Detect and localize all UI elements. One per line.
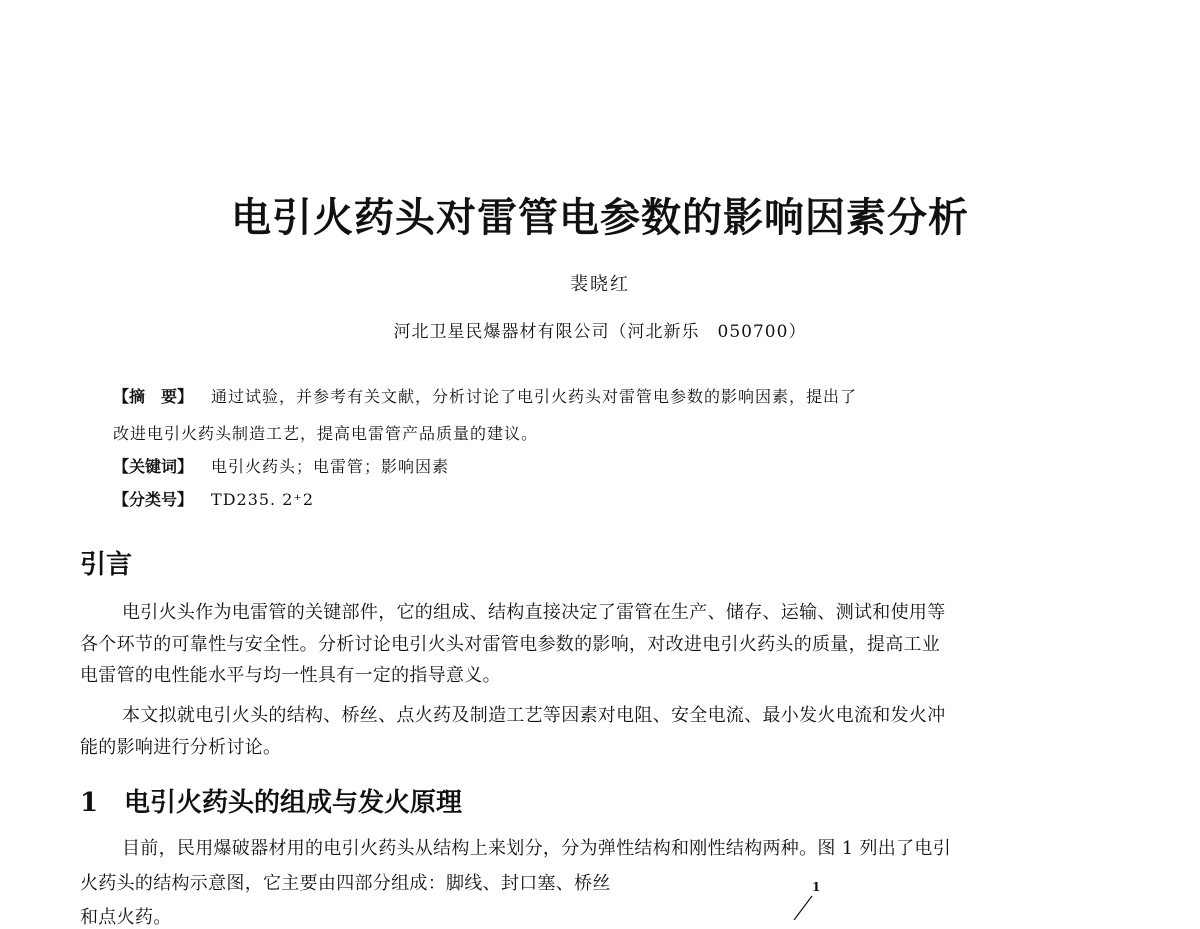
section-1-heading [80, 782, 462, 819]
intro-paragraph-1-line-1: 电引火头作为电雷管的关键部件，它的组成、结构直接决定了雷管在生产、储存、运输、测试和使用等 [122, 602, 946, 623]
intro-paragraph-1-line-3: 电雷管的电性能水平与均一性具有一定的指导意义。 [80, 665, 501, 686]
classification-text: TD235. 2⁺2 [211, 490, 315, 509]
intro-heading: 引言 [80, 550, 133, 580]
abstract-line-2 [113, 421, 538, 444]
section-1-title: 电引火药头的组成与发火原理 [124, 788, 463, 818]
keywords-label: 【关键词】 [113, 457, 194, 476]
section-1-number: 1 [80, 788, 99, 818]
leader-line [794, 896, 812, 920]
figure-callout-number: 1 [812, 880, 821, 894]
classification-label: 【分类号】 [113, 490, 194, 509]
abstract-text: 通过试验，并参考有关文献，分析讨论了电引火药头对雷管电参数的影响因素，提出了 [211, 387, 858, 406]
keywords-line [113, 454, 449, 477]
intro-paragraph-2-line-2: 能的影响进行分析讨论。 [80, 737, 282, 758]
classification-line [113, 487, 314, 510]
abstract-text-continued: 改进电引火药头制造工艺，提高电雷管产品质量的建议。 [113, 424, 539, 443]
abstract-line-1 [113, 384, 857, 407]
intro-paragraph-1-line-2: 各个环节的可靠性与安全性。分析讨论电引火头对雷管电参数的影响，对改进电引火药头的质量，提高工业 [80, 634, 941, 655]
abstract-label: 【摘 要】 [113, 387, 194, 406]
section-1-paragraph-line-3: 和点火药。 [80, 907, 172, 928]
intro-paragraph-2-line-1: 本文拟就电引火头的结构、桥丝、点火药及制造工艺等因素对电阻、安全电流、最小发火电流和发火冲 [122, 705, 946, 726]
keywords-text: 电引火药头；电雷管；影响因素 [211, 457, 450, 476]
figure-callout-leader-line [790, 894, 820, 920]
section-1-paragraph-line-2: 火药头的结构示意图，它主要由四部分组成：脚线、封口塞、桥丝 [80, 873, 611, 894]
section-1-paragraph-line-1: 目前，民用爆破器材用的电引火药头从结构上来划分，分为弹性结构和刚性结构两种。图 1 列出了电引 [122, 838, 951, 859]
paper-title: 电引火药头对雷管电参数的影响因素分析 [231, 194, 969, 241]
author-name: 裴晓红 [570, 274, 630, 295]
author-affiliation: 河北卫星民爆器材有限公司（河北新乐 050700） [393, 322, 807, 342]
